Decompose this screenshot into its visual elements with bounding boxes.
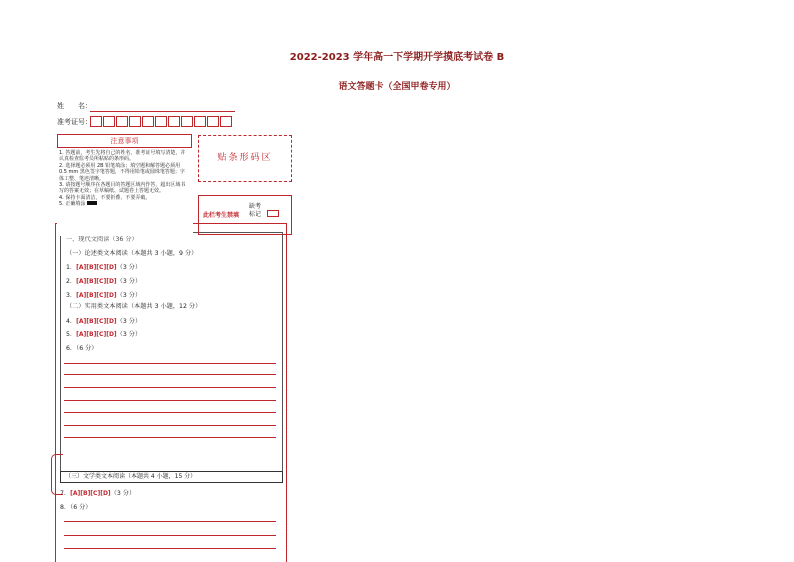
filled-bubble-sample xyxy=(87,201,97,205)
id-digit-box[interactable] xyxy=(90,116,102,127)
id-digit-box[interactable] xyxy=(220,116,232,127)
answer-line[interactable] xyxy=(64,521,276,522)
barcode-area: 贴条形码区 xyxy=(198,135,292,182)
absent-mark-label-2: 标记 xyxy=(249,211,262,218)
id-digit-boxes[interactable] xyxy=(90,116,233,127)
question-5: 5．[A][B][C][D]（3 分） xyxy=(66,331,142,338)
id-digit-box[interactable] xyxy=(155,116,167,127)
question-5-options[interactable]: [A][B][C][D] xyxy=(76,331,117,338)
id-digit-box[interactable] xyxy=(168,116,180,127)
answer-line[interactable] xyxy=(64,425,276,426)
section-3-title: （三）文学类文本阅读（本题共 4 小题，15 分） xyxy=(60,471,283,483)
answer-line[interactable] xyxy=(64,437,276,438)
notice-item: 5. 正确填涂 xyxy=(59,201,189,207)
notice-box xyxy=(57,148,193,236)
question-1: 1．[A][B][C][D]（3 分） xyxy=(66,264,142,271)
id-digit-box[interactable] xyxy=(181,116,193,127)
question-7-options[interactable]: [A][B][C][D] xyxy=(70,490,111,497)
absent-mark-label-1: 缺考 xyxy=(249,203,262,210)
notice-item: 2. 选择题必须用 2B 铅笔填涂；填空题和解答题必须用 0.5 mm 黑色签字笔答题，不得用铅笔或圆珠笔答题；字体工整、笔迹清晰。 xyxy=(59,162,185,182)
id-digit-box[interactable] xyxy=(207,116,219,127)
question-6: 6．（6 分） xyxy=(66,345,98,352)
answer-line[interactable] xyxy=(64,412,276,413)
notice-heading: 注意事项 xyxy=(57,134,192,148)
absent-stamp-label: 此栏考生禁填 xyxy=(203,212,240,219)
question-4-options[interactable]: [A][B][C][D] xyxy=(76,318,117,325)
answer-line[interactable] xyxy=(64,363,276,364)
question-2-options[interactable]: [A][B][C][D] xyxy=(76,278,117,285)
exam-title: 2022-2023 学年高一下学期开学摸底考试卷 B xyxy=(289,52,505,63)
id-digit-box[interactable] xyxy=(142,116,154,127)
section-2-title: （二）实用类文本阅读（本题共 3 小题，12 分） xyxy=(66,303,202,310)
answer-line[interactable] xyxy=(64,387,276,388)
exam-subtitle: 语文答题卡（全国甲卷专用） xyxy=(338,82,456,92)
absent-section xyxy=(198,195,292,235)
notice-item: 4. 保持卡面清洁，不要折叠，不要弄破。 xyxy=(59,194,151,201)
id-digit-box[interactable] xyxy=(103,116,115,127)
answer-line[interactable] xyxy=(64,400,276,401)
absent-checkbox[interactable] xyxy=(267,210,279,217)
question-3: 3．[A][B][C][D]（3 分） xyxy=(66,292,142,299)
question-1-options[interactable]: [A][B][C][D] xyxy=(76,264,117,271)
answer-line[interactable] xyxy=(64,548,276,549)
name-label: 姓 名： xyxy=(57,102,92,110)
id-digit-box[interactable] xyxy=(129,116,141,127)
part-one-heading: 一、现代文阅读（36 分） xyxy=(66,236,138,243)
name-field[interactable] xyxy=(90,111,235,112)
id-digit-box[interactable] xyxy=(194,116,206,127)
notice-item: 1. 答题前，考生先将自己的姓名，准考证号填写清楚，并认真检查监考员所粘贴的条形码。 xyxy=(59,150,186,163)
answer-line[interactable] xyxy=(64,374,276,375)
id-digit-box[interactable] xyxy=(116,116,128,127)
section-1-title: （一）论述类文本阅读（本题共 3 小题，9 分） xyxy=(66,250,198,257)
question-7: 7．[A][B][C][D]（3 分） xyxy=(60,490,136,497)
question-3-options[interactable]: [A][B][C][D] xyxy=(76,292,117,299)
question-2: 2．[A][B][C][D]（3 分） xyxy=(66,278,142,285)
answer-line[interactable] xyxy=(64,535,276,536)
id-label: 准考证号： xyxy=(57,118,92,126)
question-8: 8．（6 分） xyxy=(60,504,92,511)
notice-item: 3. 请按题号顺序在各题目的答题区域内作答，超出区域书写的答案无效；在草稿纸、试题卷上答题无效。 xyxy=(59,182,186,195)
question-4: 4．[A][B][C][D]（3 分） xyxy=(66,318,142,325)
